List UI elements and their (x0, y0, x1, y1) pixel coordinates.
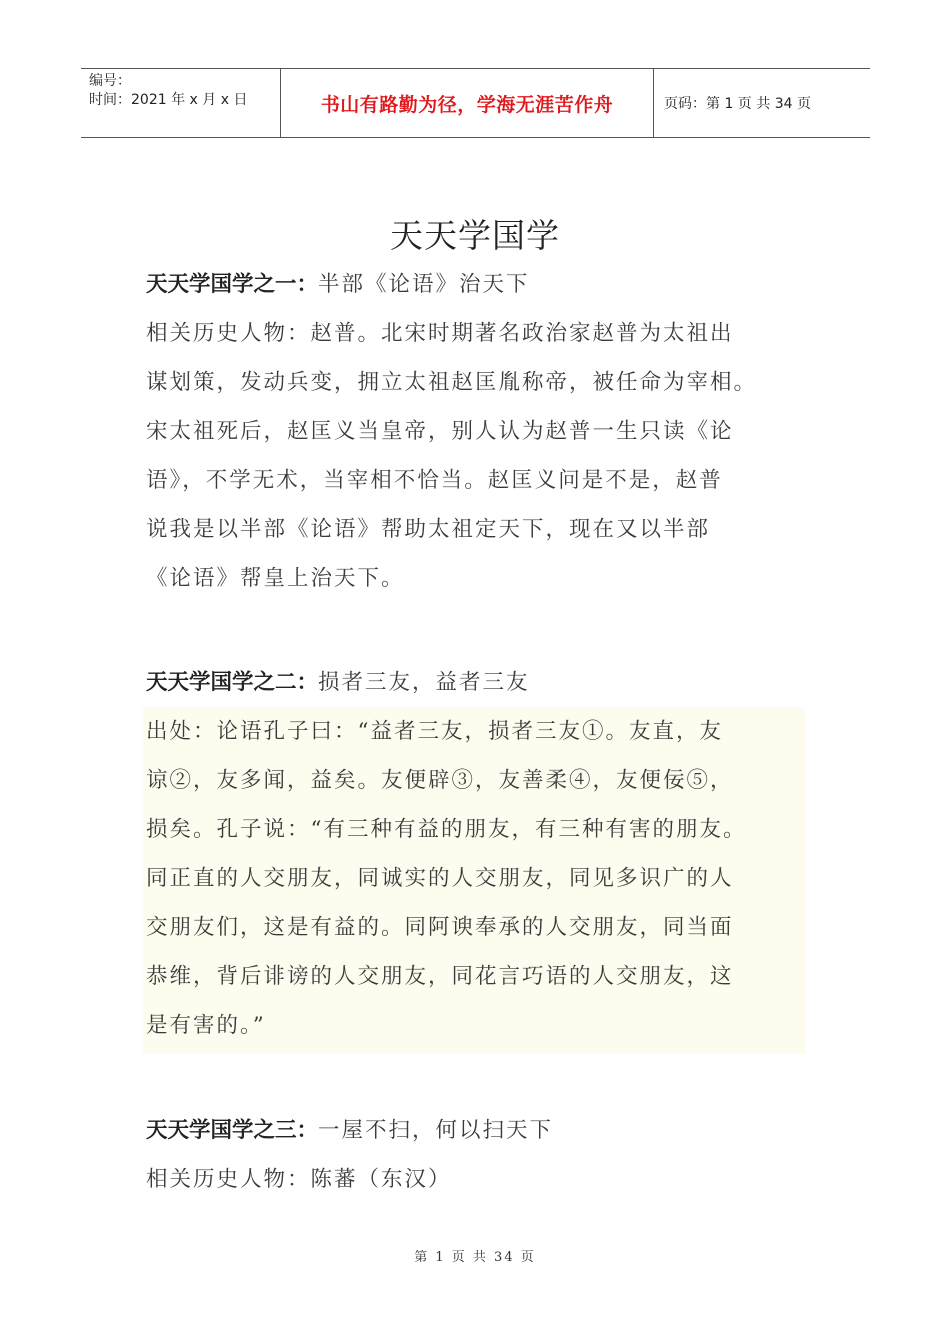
section-subtitle: 损者三友，益者三友 (318, 670, 530, 695)
page-footer: 第 1 页 共 34 页 (414, 1250, 536, 1265)
header-meta (81, 69, 281, 137)
section-heading-line (146, 1106, 826, 1155)
section-subtitle: 半部《论语》治天下 (318, 272, 530, 297)
body-line: 同正直的人交朋友，同诚实的人交朋友，同见多识广的人 (146, 866, 734, 891)
document-header (81, 68, 870, 138)
body-line: 相关历史人物：赵普。北宋时期著名政治家赵普为太祖出 (146, 321, 734, 346)
body-line: 谋划策，发动兵变，拥立太祖赵匡胤称帝，被任命为宰相。 (146, 370, 758, 395)
body-line: 语》，不学无术，当宰相不恰当。赵匡义问是不是，赵普 (146, 468, 723, 493)
body-line: 谅②，友多闻，益矣。友便辟③，友善柔④，友便佞⑤， (146, 768, 734, 793)
date-label: 时间：2021 年 x 月 x 日 (89, 92, 248, 108)
body-line: 《论语》帮皇上治天下。 (146, 566, 405, 591)
section-heading: 天天学国学之三： (146, 1118, 319, 1143)
section-heading: 天天学国学之一： (146, 272, 319, 297)
section-heading-line (146, 260, 826, 309)
body-line: 是有害的。” (146, 1013, 266, 1038)
section-3 (146, 1106, 826, 1204)
page-title: 天天学国学 (390, 216, 560, 255)
section-heading-line (146, 658, 826, 707)
body-line: 交朋友们，这是有益的。同阿谀奉承的人交朋友，同当面 (146, 915, 734, 940)
section-1 (146, 260, 826, 603)
body-line: 宋太祖死后，赵匡义当皇帝，别人认为赵普一生只读《论 (146, 419, 734, 444)
body-line: 损矣。孔子说：“有三种有益的朋友，有三种有害的朋友。 (146, 817, 747, 842)
body-line: 出处：论语孔子曰：“益者三友，损者三友①。友直，友 (146, 719, 723, 744)
body-line: 恭维，背后诽谤的人交朋友，同花言巧语的人交朋友，这 (146, 964, 734, 989)
header-page-info: 页码：第 1 页 共 34 页 (664, 96, 811, 112)
number-label: 编号： (89, 73, 131, 89)
body-line: 相关历史人物：陈蕃（东汉） (146, 1167, 452, 1192)
section-subtitle: 一屋不扫，何以扫天下 (318, 1118, 554, 1143)
body-line: 说我是以半部《论语》帮助太祖定天下，现在又以半部 (146, 517, 711, 542)
section-heading: 天天学国学之二： (146, 670, 319, 695)
header-motto: 书山有路勤为径，学海无涯苦作舟 (281, 69, 654, 137)
section-2 (146, 658, 826, 1050)
